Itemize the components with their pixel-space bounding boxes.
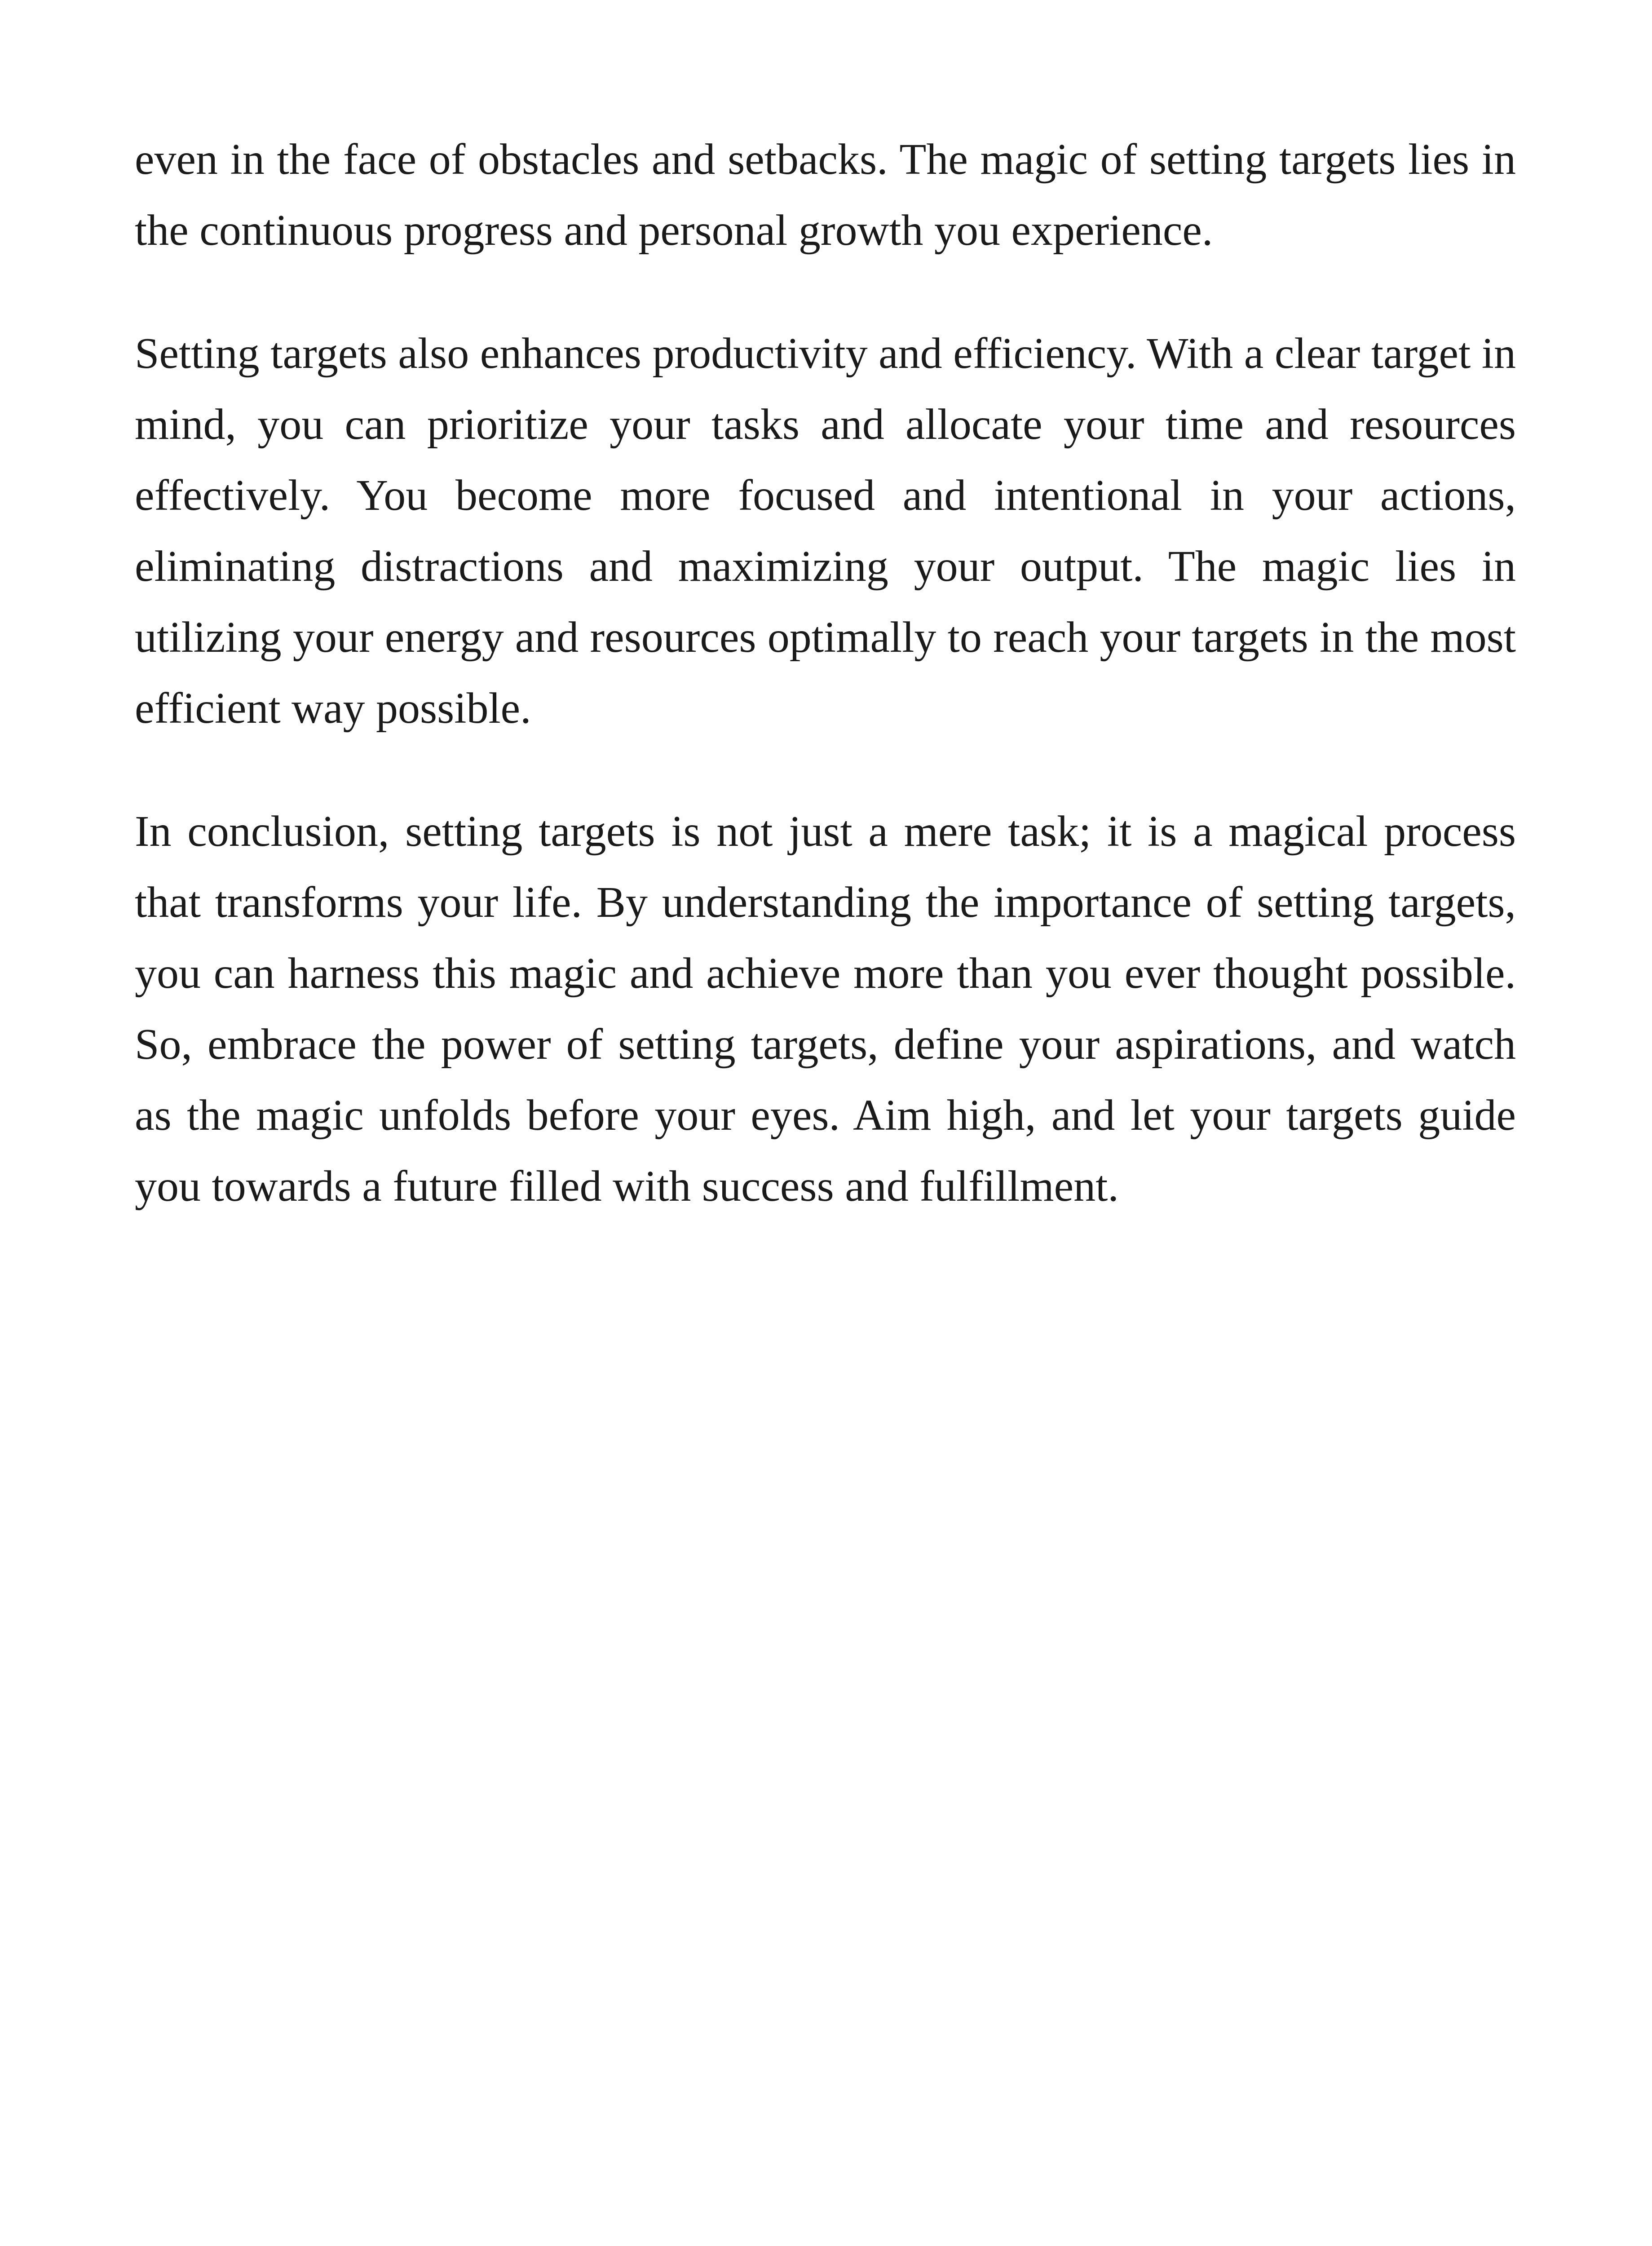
body-text (135, 124, 1516, 1274)
paragraph-3: In conclusion, setting targets is not just a mere task; it is a magical process that transforms your life. By understanding the importance of setting targets, you can harness this magic and achieve more than you ever thought possible. So, embrace the power of setting targets, define your aspirations, and watch as the magic unfolds before your eyes. Aim high, and let your targets guide you towards a future filled with success and fulfillment. (135, 807, 1516, 1211)
paragraph-2: Setting targets also enhances productivity and efficiency. With a clear target in mind, you can prioritize your tasks and allocate your time and resources effectively. You become more focused and intentional in your actions, eliminating distractions and maximizing your output. The magic lies in utilizing your energy and resources optimally to reach your targets in the most efficient way possible. (135, 329, 1516, 733)
paragraph-1: even in the face of obstacles and setbacks. The magic of setting targets lies in the continuous progress and personal growth you experience. (135, 135, 1516, 255)
